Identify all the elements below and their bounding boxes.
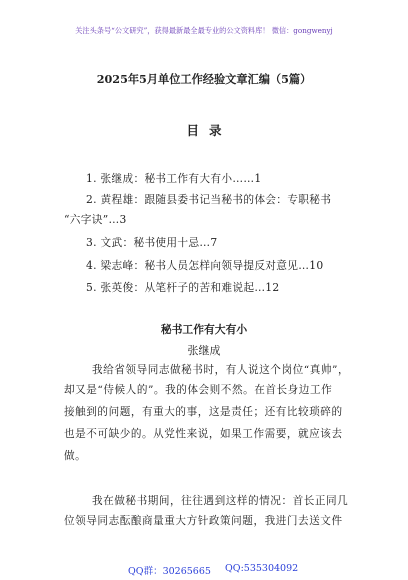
footer-qq-number: QQ:535304092 bbox=[225, 563, 299, 574]
header-notice: 关注头条号“公文研究”，获得最新最全最专业的公文资料库！ 微信：gongwenyj bbox=[75, 26, 333, 35]
toc-entry-4: 4. 梁志峰：秘书人员怎样向领导提反对意见…10 bbox=[86, 259, 324, 272]
body-line: 我给省领导同志做秘书时，有人说这个岗位“真帅”， bbox=[92, 364, 350, 376]
article-author: 张继成 bbox=[187, 344, 221, 357]
body-line: 却又是“侍候人的”。我的体会则不然。在首长身边工作 bbox=[64, 384, 333, 396]
article-title: 秘书工作有大有小 bbox=[160, 323, 248, 336]
body-line: 做。 bbox=[64, 450, 87, 462]
toc-entry-1: 1. 张继成：秘书工作有大有小……1 bbox=[86, 172, 262, 185]
toc-entry-2-continued: “六字诀”…3 bbox=[64, 213, 127, 226]
page-footer bbox=[0, 563, 408, 577]
body-line: 我在做秘书期间，往往遇到这样的情况：首长正同几 bbox=[92, 495, 349, 507]
body-line: 位领导同志酝酿商量重大方针政策问题，我进门去送文件 bbox=[64, 515, 343, 527]
toc-entry-3: 3. 文武：秘书使用十忌…7 bbox=[86, 236, 218, 249]
toc-entry-2: 2. 黄程雄：跟随县委书记当秘书的体会：专职秘书 bbox=[86, 193, 332, 206]
body-line: 也是不可缺少的。从党性来说，如果工作需要，就应该去 bbox=[64, 428, 343, 440]
body-line: 接触到的问题，有重大的事，这是责任；还有比较琐碎的 bbox=[64, 406, 343, 418]
document-title: 2025年5月单位工作经验文章汇编（5篇） bbox=[96, 72, 312, 86]
toc-entry-5: 5. 张英俊：从笔杆子的苦和难说起…12 bbox=[86, 281, 280, 294]
footer-qq-group: QQ群：30265665 bbox=[128, 566, 211, 577]
toc-heading: 目录 bbox=[186, 123, 232, 138]
